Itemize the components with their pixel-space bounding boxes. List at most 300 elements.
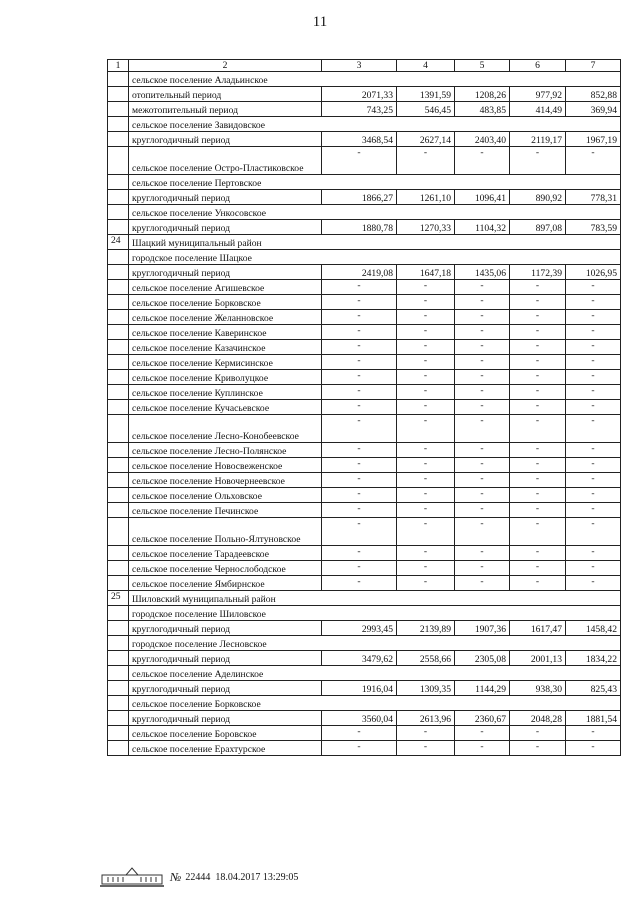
group-row [108, 235, 621, 250]
dash-cell: - [566, 458, 621, 473]
row-index [108, 415, 129, 443]
column-header: 3 [322, 60, 397, 72]
group-row [108, 636, 621, 651]
dash-cell: - [322, 741, 397, 756]
value-cell: 2419,08 [322, 265, 397, 280]
dash-cell: - [322, 726, 397, 741]
dash-cell: - [455, 546, 510, 561]
value-cell: 414,49 [510, 102, 566, 117]
row-label: сельское поселение Ерахтурское [129, 741, 322, 756]
value-cell: 1144,29 [455, 681, 510, 696]
dash-cell: - [566, 726, 621, 741]
tariff-table [107, 59, 621, 756]
dash-cell: - [510, 443, 566, 458]
row-label: сельское поселение Лесно-Конобеевское [129, 415, 322, 443]
empty-value-row [108, 147, 621, 175]
group-row [108, 72, 621, 87]
row-label: межотопительный период [129, 102, 322, 117]
dash-cell: - [397, 473, 455, 488]
row-index [108, 711, 129, 726]
value-cell: 897,08 [510, 220, 566, 235]
dash-cell: - [455, 503, 510, 518]
dash-cell: - [566, 355, 621, 370]
dash-cell: - [455, 458, 510, 473]
row-index [108, 561, 129, 576]
dash-cell: - [455, 370, 510, 385]
document-timestamp: 18.04.2017 13:29:05 [215, 871, 299, 883]
row-index [108, 696, 129, 711]
value-cell: 546,45 [397, 102, 455, 117]
dash-cell: - [397, 415, 455, 443]
empty-value-row [108, 473, 621, 488]
dash-cell: - [322, 473, 397, 488]
dash-cell: - [455, 488, 510, 503]
dash-cell: - [397, 488, 455, 503]
dash-cell: - [510, 370, 566, 385]
dash-cell: - [510, 295, 566, 310]
value-cell: 1881,54 [566, 711, 621, 726]
row-label: сельское поселение Борковское [129, 295, 322, 310]
value-cell: 2993,45 [322, 621, 397, 636]
dash-cell: - [566, 310, 621, 325]
data-row [108, 220, 621, 235]
dash-cell: - [566, 295, 621, 310]
row-label: круглогодичный период [129, 132, 322, 147]
dash-cell: - [566, 576, 621, 591]
row-index [108, 205, 129, 220]
group-row [108, 205, 621, 220]
row-index [108, 546, 129, 561]
dash-cell: - [322, 488, 397, 503]
dash-cell: - [322, 385, 397, 400]
dash-cell: - [455, 355, 510, 370]
row-label: сельское поселение Остро-Пластиковское [129, 147, 322, 175]
row-label: сельское поселение Агишевское [129, 280, 322, 295]
value-cell: 2119,17 [510, 132, 566, 147]
row-index [108, 606, 129, 621]
dash-cell: - [510, 280, 566, 295]
value-cell: 1880,78 [322, 220, 397, 235]
dash-cell: - [566, 400, 621, 415]
value-cell: 1907,36 [455, 621, 510, 636]
value-cell: 1916,04 [322, 681, 397, 696]
row-label: сельское поселение Боровское [129, 726, 322, 741]
group-label: сельское поселение Завидовское [129, 117, 621, 132]
row-label: сельское поселение Каверинское [129, 325, 322, 340]
dash-cell: - [322, 561, 397, 576]
number-sign: № [170, 869, 182, 884]
row-index [108, 503, 129, 518]
dash-cell: - [455, 415, 510, 443]
data-row [108, 102, 621, 117]
row-label: круглогодичный период [129, 681, 322, 696]
dash-cell: - [510, 310, 566, 325]
dash-cell: - [397, 310, 455, 325]
dash-cell: - [566, 147, 621, 175]
row-label: сельское поселение Казачинское [129, 340, 322, 355]
empty-value-row [108, 741, 621, 756]
dash-cell: - [510, 325, 566, 340]
empty-value-row [108, 443, 621, 458]
dash-cell: - [566, 443, 621, 458]
row-index [108, 458, 129, 473]
row-index [108, 726, 129, 741]
group-label: сельское поселение Борковское [129, 696, 621, 711]
dash-cell: - [566, 546, 621, 561]
data-row [108, 621, 621, 636]
dash-cell: - [510, 400, 566, 415]
data-row [108, 651, 621, 666]
dash-cell: - [566, 741, 621, 756]
row-index [108, 147, 129, 175]
dash-cell: - [455, 147, 510, 175]
value-cell: 2139,89 [397, 621, 455, 636]
building-emblem-icon [100, 866, 164, 888]
row-index [108, 265, 129, 280]
group-row [108, 117, 621, 132]
value-cell: 483,85 [455, 102, 510, 117]
row-label: круглогодичный период [129, 621, 322, 636]
group-row [108, 696, 621, 711]
dash-cell: - [322, 295, 397, 310]
dash-cell: - [566, 385, 621, 400]
dash-cell: - [397, 400, 455, 415]
row-label: сельское поселение Ольховское [129, 488, 322, 503]
row-index [108, 175, 129, 190]
value-cell: 2071,33 [322, 87, 397, 102]
row-index [108, 295, 129, 310]
dash-cell: - [455, 443, 510, 458]
dash-cell: - [510, 458, 566, 473]
dash-cell: - [566, 473, 621, 488]
empty-value-row [108, 458, 621, 473]
row-label: круглогодичный период [129, 651, 322, 666]
dash-cell: - [322, 458, 397, 473]
value-cell: 2001,13 [510, 651, 566, 666]
group-row [108, 250, 621, 265]
dash-cell: - [397, 370, 455, 385]
empty-value-row [108, 488, 621, 503]
value-cell: 977,92 [510, 87, 566, 102]
row-index [108, 102, 129, 117]
empty-value-row [108, 518, 621, 546]
dash-cell: - [510, 355, 566, 370]
empty-value-row [108, 576, 621, 591]
row-label: сельское поселение Куплинское [129, 385, 322, 400]
row-index [108, 681, 129, 696]
row-index [108, 488, 129, 503]
dash-cell: - [397, 561, 455, 576]
dash-cell: - [510, 518, 566, 546]
empty-value-row [108, 340, 621, 355]
dash-cell: - [455, 295, 510, 310]
row-index [108, 473, 129, 488]
row-index [108, 636, 129, 651]
data-row [108, 87, 621, 102]
dash-cell: - [510, 546, 566, 561]
document-number: 22444 [185, 871, 211, 883]
group-label: Шиловский муниципальный район [129, 591, 621, 606]
dash-cell: - [566, 340, 621, 355]
value-cell: 3560,04 [322, 711, 397, 726]
row-label: круглогодичный период [129, 265, 322, 280]
row-label: сельское поселение Желанновское [129, 310, 322, 325]
value-cell: 1104,32 [455, 220, 510, 235]
dash-cell: - [322, 340, 397, 355]
empty-value-row [108, 503, 621, 518]
value-cell: 1172,39 [510, 265, 566, 280]
dash-cell: - [397, 295, 455, 310]
value-cell: 890,92 [510, 190, 566, 205]
dash-cell: - [397, 385, 455, 400]
value-cell: 1096,41 [455, 190, 510, 205]
row-index [108, 87, 129, 102]
empty-value-row [108, 355, 621, 370]
value-cell: 1391,59 [397, 87, 455, 102]
group-label: сельское поселение Ункосовское [129, 205, 621, 220]
value-cell: 2305,08 [455, 651, 510, 666]
dash-cell: - [455, 473, 510, 488]
value-cell: 1834,22 [566, 651, 621, 666]
value-cell: 369,94 [566, 102, 621, 117]
row-index [108, 370, 129, 385]
group-label: городское поселение Лесновское [129, 636, 621, 651]
empty-value-row [108, 561, 621, 576]
column-header: 4 [397, 60, 455, 72]
row-label: сельское поселение Новосвеженское [129, 458, 322, 473]
dash-cell: - [455, 325, 510, 340]
dash-cell: - [455, 400, 510, 415]
row-index [108, 355, 129, 370]
dash-cell: - [397, 518, 455, 546]
empty-value-row [108, 295, 621, 310]
row-index: 24 [108, 235, 129, 250]
row-index [108, 190, 129, 205]
empty-value-row [108, 310, 621, 325]
dash-cell: - [455, 310, 510, 325]
dash-cell: - [322, 400, 397, 415]
dash-cell: - [322, 518, 397, 546]
empty-value-row [108, 325, 621, 340]
row-label: круглогодичный период [129, 190, 322, 205]
dash-cell: - [566, 518, 621, 546]
dash-cell: - [455, 280, 510, 295]
dash-cell: - [397, 576, 455, 591]
value-cell: 1647,18 [397, 265, 455, 280]
group-label: Шацкий муниципальный район [129, 235, 621, 250]
row-index [108, 250, 129, 265]
dash-cell: - [566, 488, 621, 503]
dash-cell: - [566, 370, 621, 385]
value-cell: 2403,40 [455, 132, 510, 147]
dash-cell: - [510, 503, 566, 518]
value-cell: 1435,06 [455, 265, 510, 280]
dash-cell: - [397, 147, 455, 175]
data-row [108, 265, 621, 280]
row-label: сельское поселение Кермисинское [129, 355, 322, 370]
dash-cell: - [322, 325, 397, 340]
dash-cell: - [566, 415, 621, 443]
document-footer [100, 866, 298, 888]
dash-cell: - [455, 385, 510, 400]
dash-cell: - [397, 325, 455, 340]
dash-cell: - [322, 147, 397, 175]
dash-cell: - [397, 355, 455, 370]
dash-cell: - [322, 576, 397, 591]
group-row [108, 606, 621, 621]
empty-value-row [108, 546, 621, 561]
value-cell: 1967,19 [566, 132, 621, 147]
row-index [108, 400, 129, 415]
empty-value-row [108, 370, 621, 385]
table-header-row [108, 60, 621, 72]
value-cell: 938,30 [510, 681, 566, 696]
row-label: круглогодичный период [129, 711, 322, 726]
value-cell: 1617,47 [510, 621, 566, 636]
value-cell: 778,31 [566, 190, 621, 205]
dash-cell: - [566, 280, 621, 295]
row-index [108, 280, 129, 295]
value-cell: 2558,66 [397, 651, 455, 666]
group-label: городское поселение Шиловское [129, 606, 621, 621]
dash-cell: - [397, 458, 455, 473]
row-index [108, 666, 129, 681]
value-cell: 3468,54 [322, 132, 397, 147]
group-label: сельское поселение Аделинское [129, 666, 621, 681]
dash-cell: - [322, 370, 397, 385]
dash-cell: - [510, 473, 566, 488]
row-label: сельское поселение Криволуцкое [129, 370, 322, 385]
row-index [108, 741, 129, 756]
value-cell: 1458,42 [566, 621, 621, 636]
row-index [108, 132, 129, 147]
dash-cell: - [397, 741, 455, 756]
row-label: сельское поселение Кучасьевское [129, 400, 322, 415]
row-index [108, 325, 129, 340]
dash-cell: - [322, 546, 397, 561]
dash-cell: - [397, 443, 455, 458]
dash-cell: - [322, 280, 397, 295]
page-number: 11 [312, 14, 328, 30]
value-cell: 1309,35 [397, 681, 455, 696]
data-row [108, 190, 621, 205]
data-row [108, 711, 621, 726]
dash-cell: - [510, 488, 566, 503]
value-cell: 2613,96 [397, 711, 455, 726]
row-index [108, 518, 129, 546]
column-header: 1 [108, 60, 129, 72]
row-label: сельское поселение Лесно-Полянское [129, 443, 322, 458]
dash-cell: - [397, 726, 455, 741]
dash-cell: - [455, 726, 510, 741]
value-cell: 783,59 [566, 220, 621, 235]
dash-cell: - [455, 561, 510, 576]
row-label: отопительный период [129, 87, 322, 102]
dash-cell: - [566, 325, 621, 340]
dash-cell: - [322, 503, 397, 518]
row-index [108, 117, 129, 132]
value-cell: 3479,62 [322, 651, 397, 666]
value-cell: 2048,28 [510, 711, 566, 726]
group-label: сельское поселение Аладьинское [129, 72, 621, 87]
dash-cell: - [455, 741, 510, 756]
dash-cell: - [510, 741, 566, 756]
empty-value-row [108, 280, 621, 295]
dash-cell: - [397, 340, 455, 355]
dash-cell: - [455, 576, 510, 591]
row-index [108, 576, 129, 591]
dash-cell: - [322, 443, 397, 458]
value-cell: 2627,14 [397, 132, 455, 147]
value-cell: 2360,67 [455, 711, 510, 726]
dash-cell: - [510, 147, 566, 175]
dash-cell: - [510, 385, 566, 400]
column-header: 5 [455, 60, 510, 72]
dash-cell: - [397, 280, 455, 295]
dash-cell: - [510, 561, 566, 576]
dash-cell: - [510, 576, 566, 591]
row-label: сельское поселение Ямбирнское [129, 576, 322, 591]
value-cell: 1270,33 [397, 220, 455, 235]
value-cell: 852,88 [566, 87, 621, 102]
dash-cell: - [510, 340, 566, 355]
row-index [108, 340, 129, 355]
group-row [108, 175, 621, 190]
dash-cell: - [322, 310, 397, 325]
column-header: 7 [566, 60, 621, 72]
row-index [108, 72, 129, 87]
group-row [108, 666, 621, 681]
dash-cell: - [510, 415, 566, 443]
column-header: 6 [510, 60, 566, 72]
row-label: сельское поселение Тарадеевское [129, 546, 322, 561]
row-index [108, 621, 129, 636]
row-index: 25 [108, 591, 129, 606]
row-index [108, 220, 129, 235]
empty-value-row [108, 726, 621, 741]
column-header: 2 [129, 60, 322, 72]
row-index [108, 651, 129, 666]
dash-cell: - [397, 503, 455, 518]
tariff-table-container [107, 59, 620, 756]
dash-cell: - [510, 726, 566, 741]
value-cell: 743,25 [322, 102, 397, 117]
dash-cell: - [397, 546, 455, 561]
group-label: сельское поселение Пертовское [129, 175, 621, 190]
row-index [108, 443, 129, 458]
empty-value-row [108, 415, 621, 443]
dash-cell: - [455, 518, 510, 546]
dash-cell: - [455, 340, 510, 355]
row-label: сельское поселение Чернослободское [129, 561, 322, 576]
dash-cell: - [566, 561, 621, 576]
value-cell: 825,43 [566, 681, 621, 696]
dash-cell: - [566, 503, 621, 518]
row-index [108, 310, 129, 325]
value-cell: 1208,26 [455, 87, 510, 102]
data-row [108, 132, 621, 147]
dash-cell: - [322, 355, 397, 370]
empty-value-row [108, 385, 621, 400]
group-label: городское поселение Шацкое [129, 250, 621, 265]
row-label: сельское поселение Печинское [129, 503, 322, 518]
row-label: сельское поселение Польно-Ялтуновское [129, 518, 322, 546]
value-cell: 1026,95 [566, 265, 621, 280]
row-label: сельское поселение Новочернеевское [129, 473, 322, 488]
empty-value-row [108, 400, 621, 415]
data-row [108, 681, 621, 696]
row-index [108, 385, 129, 400]
